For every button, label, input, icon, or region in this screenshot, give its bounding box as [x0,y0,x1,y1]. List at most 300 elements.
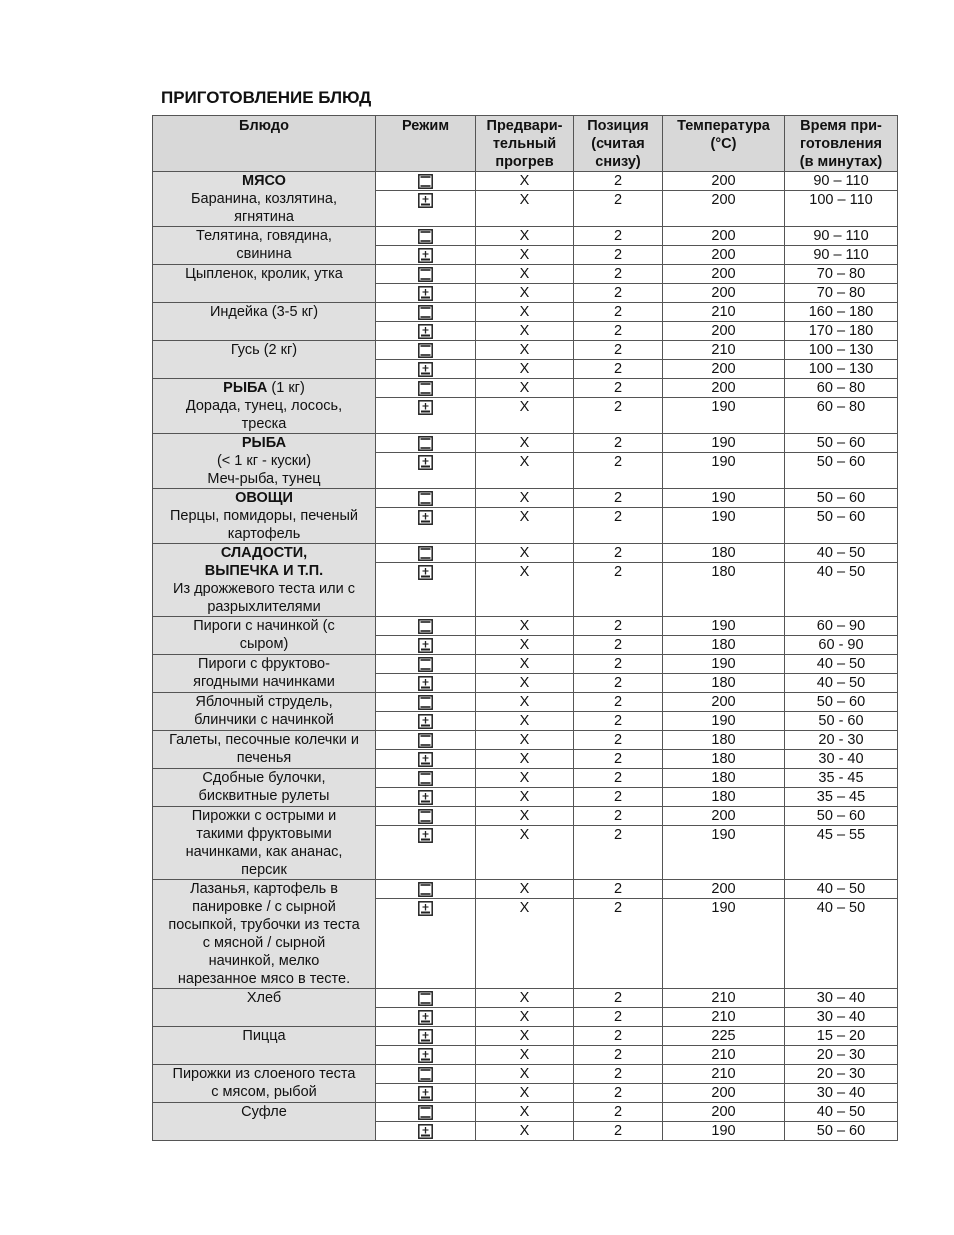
time-cell: 60 - 90 [785,636,898,655]
mode-cell [376,284,476,303]
dish-cell [153,1065,376,1103]
preheat-cell: X [476,398,574,434]
table-row [153,1027,898,1046]
dish-line [155,470,373,488]
mode-cell [376,826,476,880]
position-cell: 2 [574,246,663,265]
conventional-oven-mode-icon [418,436,433,451]
mode-cell [376,544,476,563]
dish-text: Пироги с фруктово- [198,656,330,672]
mode-cell [376,880,476,899]
time-cell: 100 – 130 [785,341,898,360]
conventional-oven-mode-icon [418,733,433,748]
mode-cell [376,322,476,341]
mode-cell [376,341,476,360]
preheat-cell: X [476,769,574,788]
fan-oven-mode-icon [418,510,433,525]
position-cell: 2 [574,1008,663,1027]
mode-cell [376,788,476,807]
fan-oven-mode-icon [418,248,433,263]
conventional-oven-mode-icon [418,343,433,358]
mode-cell [376,1008,476,1027]
preheat-cell: X [476,880,574,899]
page-title: ПРИГОТОВЛЕНИЕ БЛЮД [161,88,372,107]
preheat-cell: X [476,246,574,265]
position-cell: 2 [574,826,663,880]
dish-text: Хлеб [246,990,282,1006]
dish-line [155,825,373,843]
preheat-cell: X [476,826,574,880]
preheat-cell: X [476,750,574,769]
table-row [153,341,898,360]
temperature-cell: 200 [663,265,785,284]
dish-line [155,580,373,598]
header-line: прогрев [495,154,554,170]
conventional-oven-mode-icon [418,809,433,824]
dish-text: картофель [227,526,301,542]
temperature-cell: 190 [663,398,785,434]
fan-oven-mode-icon [418,324,433,339]
temperature-cell: 210 [663,303,785,322]
time-cell: 30 – 40 [785,1084,898,1103]
conventional-oven-mode-icon [418,491,433,506]
preheat-cell: X [476,172,574,191]
table-row [153,544,898,563]
temperature-cell: 200 [663,284,785,303]
position-cell: 2 [574,544,663,563]
position-cell: 2 [574,265,663,284]
position-cell: 2 [574,489,663,508]
mode-cell [376,453,476,489]
conventional-oven-mode-icon [418,695,433,710]
mode-cell [376,1084,476,1103]
dish-line [155,208,373,226]
mode-cell [376,636,476,655]
dish-text: ягодными начинками [193,674,335,690]
time-cell: 50 - 60 [785,712,898,731]
dish-text: Лазанья, картофель в [190,881,338,897]
temperature-cell: 190 [663,1122,785,1141]
table-row [153,227,898,246]
dish-cell [153,265,376,303]
time-cell: 100 – 130 [785,360,898,379]
preheat-cell: X [476,1065,574,1084]
temperature-cell: 190 [663,489,785,508]
conventional-oven-mode-icon [418,882,433,897]
dish-line [155,489,373,507]
preheat-cell: X [476,563,574,617]
time-cell: 90 – 110 [785,246,898,265]
conventional-oven-mode-icon [418,305,433,320]
dish-line [155,787,373,805]
header-position [574,116,663,172]
dish-text: Перцы, помидоры, печеный [170,508,358,524]
table-row [153,769,898,788]
dish-text: (< 1 кг - куски) [216,453,312,469]
dish-line [155,970,373,988]
preheat-cell: X [476,1122,574,1141]
temperature-cell: 180 [663,769,785,788]
dish-text: такими фруктовыми [196,826,332,842]
preheat-cell: X [476,544,574,563]
position-cell: 2 [574,508,663,544]
dish-text: нарезанное мясо в тесте. [177,971,351,987]
position-cell: 2 [574,1084,663,1103]
mode-cell [376,1065,476,1084]
position-cell: 2 [574,655,663,674]
preheat-cell: X [476,322,574,341]
preheat-cell: X [476,265,574,284]
dish-text: Суфле [241,1104,287,1120]
dish-line [155,172,373,190]
mode-cell [376,191,476,227]
dish-line [155,434,373,452]
temperature-cell: 200 [663,880,785,899]
position-cell: 2 [574,788,663,807]
preheat-cell: X [476,655,574,674]
table-row [153,265,898,284]
dish-line [155,861,373,879]
fan-oven-mode-icon [418,400,433,415]
dish-line [155,598,373,616]
preheat-cell: X [476,453,574,489]
dish-line [155,731,373,749]
temperature-cell: 200 [663,693,785,712]
temperature-cell: 200 [663,1103,785,1122]
table-row [153,172,898,191]
position-cell: 2 [574,341,663,360]
time-cell: 70 – 80 [785,265,898,284]
time-cell: 20 - 30 [785,731,898,750]
dish-cell [153,807,376,880]
position-cell: 2 [574,731,663,750]
preheat-cell: X [476,1046,574,1065]
dish-text: Баранина, козлятина, [191,191,337,207]
time-cell: 40 – 50 [785,880,898,899]
fan-oven-mode-icon [418,1048,433,1063]
temperature-cell: 200 [663,246,785,265]
time-cell: 30 – 40 [785,1008,898,1027]
time-cell: 35 – 45 [785,788,898,807]
mode-cell [376,655,476,674]
time-cell: 40 – 50 [785,899,898,989]
fan-oven-mode-icon [418,638,433,653]
header-line: Режим [401,118,450,134]
fan-oven-mode-icon [418,1029,433,1044]
position-cell: 2 [574,563,663,617]
dish-cell [153,731,376,769]
position-cell: 2 [574,191,663,227]
preheat-cell: X [476,508,574,544]
dish-line [155,379,373,397]
cooking-table [152,115,898,1141]
time-cell: 50 – 60 [785,489,898,508]
conventional-oven-mode-icon [418,546,433,561]
temperature-cell: 225 [663,1027,785,1046]
mode-cell [376,360,476,379]
dish-cell [153,1103,376,1141]
table-row [153,434,898,453]
temperature-cell: 190 [663,899,785,989]
table-row [153,655,898,674]
conventional-oven-mode-icon [418,771,433,786]
temperature-cell: 190 [663,453,785,489]
time-cell: 50 – 60 [785,1122,898,1141]
mode-cell [376,265,476,284]
header-line: Позиция [587,118,649,134]
table-row [153,379,898,398]
position-cell: 2 [574,880,663,899]
dish-cell [153,434,376,489]
time-cell: 40 – 50 [785,674,898,693]
preheat-cell: X [476,1027,574,1046]
position-cell: 2 [574,1027,663,1046]
conventional-oven-mode-icon [418,381,433,396]
dish-line [155,655,373,673]
position-cell: 2 [574,1122,663,1141]
dish-text-suffix: (1 кг) [267,380,305,396]
time-cell: 50 – 60 [785,434,898,453]
fan-oven-mode-icon [418,193,433,208]
dish-cell [153,341,376,379]
preheat-cell: X [476,617,574,636]
header-line: готовления [799,136,883,152]
mode-cell [376,989,476,1008]
header-line: Блюдо [239,118,289,134]
mode-cell [376,807,476,826]
conventional-oven-mode-icon [418,1067,433,1082]
time-cell: 90 – 110 [785,172,898,191]
position-cell: 2 [574,750,663,769]
temperature-cell: 210 [663,1046,785,1065]
table-row [153,489,898,508]
dish-line [155,989,373,1007]
time-cell: 40 – 50 [785,655,898,674]
position-cell: 2 [574,899,663,989]
preheat-cell: X [476,489,574,508]
temperature-cell: 200 [663,807,785,826]
mode-cell [376,693,476,712]
dish-cell [153,1027,376,1065]
time-cell: 70 – 80 [785,284,898,303]
position-cell: 2 [574,636,663,655]
dish-line [155,617,373,635]
position-cell: 2 [574,807,663,826]
dish-text: начинками, как ананас, [185,844,343,860]
dish-line [155,507,373,525]
position-cell: 2 [574,303,663,322]
temperature-cell: 180 [663,788,785,807]
temperature-cell: 200 [663,227,785,246]
temperature-cell: 210 [663,989,785,1008]
preheat-cell: X [476,712,574,731]
time-cell: 15 – 20 [785,1027,898,1046]
time-cell: 170 – 180 [785,322,898,341]
dish-text: Галеты, песочные колечки и [169,732,359,748]
dish-text: Гусь (2 кг) [230,342,298,358]
header-line: (считая [591,136,645,152]
dish-line [155,452,373,470]
mode-cell [376,899,476,989]
dish-cell [153,769,376,807]
dish-cell [153,227,376,265]
fan-oven-mode-icon [418,828,433,843]
temperature-cell: 190 [663,655,785,674]
dish-cell [153,989,376,1027]
position-cell: 2 [574,769,663,788]
table-row [153,1065,898,1084]
temperature-cell: 190 [663,826,785,880]
dish-line [155,635,373,653]
header-line: тельный [492,136,557,152]
dish-text: посыпкой, трубочки из теста [168,917,360,933]
position-cell: 2 [574,617,663,636]
time-cell: 30 - 40 [785,750,898,769]
preheat-cell: X [476,227,574,246]
header-line: Время при- [800,118,882,134]
table-row [153,880,898,899]
preheat-cell: X [476,191,574,227]
position-cell: 2 [574,1046,663,1065]
dish-text: Пицца [242,1028,286,1044]
position-cell: 2 [574,360,663,379]
dish-text: Пирожки с острыми и [191,808,337,824]
preheat-cell: X [476,807,574,826]
dish-text: РЫБА [241,435,287,451]
dish-line [155,397,373,415]
dish-text: Телятина, говядина, [196,228,332,244]
dish-line [155,525,373,543]
conventional-oven-mode-icon [418,619,433,634]
dish-text: МЯСО [242,173,286,189]
dish-cell [153,655,376,693]
temperature-cell: 200 [663,322,785,341]
temperature-cell: 200 [663,172,785,191]
fan-oven-mode-icon [418,676,433,691]
dish-line [155,190,373,208]
dish-text: блинчики с начинкой [194,712,334,728]
fan-oven-mode-icon [418,286,433,301]
conventional-oven-mode-icon [418,1105,433,1120]
preheat-cell: X [476,731,574,750]
preheat-cell: X [476,693,574,712]
dish-cell [153,617,376,655]
dish-line [155,916,373,934]
table-row [153,989,898,1008]
temperature-cell: 180 [663,674,785,693]
temperature-cell: 200 [663,191,785,227]
preheat-cell: X [476,284,574,303]
preheat-cell: X [476,379,574,398]
time-cell: 45 – 55 [785,826,898,880]
position-cell: 2 [574,1065,663,1084]
dish-line [155,693,373,711]
position-cell: 2 [574,322,663,341]
header-line: Предвари- [486,118,563,134]
dish-text: СЛАДОСТИ, [220,545,308,561]
mode-cell [376,563,476,617]
preheat-cell: X [476,899,574,989]
dish-line [155,749,373,767]
dish-cell [153,693,376,731]
fan-oven-mode-icon [418,790,433,805]
dish-line [155,843,373,861]
dish-line [155,807,373,825]
dish-text: ягнятина [234,209,294,225]
temperature-cell: 180 [663,750,785,769]
temperature-cell: 180 [663,544,785,563]
dish-line [155,880,373,898]
temperature-cell: 180 [663,636,785,655]
conventional-oven-mode-icon [418,267,433,282]
dish-text: с мясной / сырной [202,935,326,951]
preheat-cell: X [476,788,574,807]
preheat-cell: X [476,303,574,322]
time-cell: 50 – 60 [785,807,898,826]
dish-cell [153,544,376,617]
table-row [153,731,898,750]
dish-line [155,898,373,916]
header-line: (°С) [710,136,737,152]
header-dish [153,116,376,172]
dish-line [155,673,373,691]
header-line: (в минутах) [799,154,883,170]
position-cell: 2 [574,693,663,712]
position-cell: 2 [574,989,663,1008]
header-line: снизу) [595,154,641,170]
table-row [153,693,898,712]
mode-cell [376,674,476,693]
dish-text: Пироги с начинкой (с [193,618,335,634]
time-cell: 50 – 60 [785,693,898,712]
dish-text: Индейка (3-5 кг) [209,304,319,320]
position-cell: 2 [574,453,663,489]
time-cell: 40 – 50 [785,563,898,617]
dish-line [155,245,373,263]
fan-oven-mode-icon [418,455,433,470]
time-cell: 40 – 50 [785,1103,898,1122]
mode-cell [376,379,476,398]
mode-cell [376,1027,476,1046]
header-preheat [476,116,574,172]
fan-oven-mode-icon [418,1010,433,1025]
dish-text: Дорада, тунец, лосось, [185,398,343,414]
mode-cell [376,617,476,636]
temperature-cell: 200 [663,1084,785,1103]
mode-cell [376,508,476,544]
position-cell: 2 [574,712,663,731]
fan-oven-mode-icon [418,362,433,377]
dish-line [155,711,373,729]
table-row [153,807,898,826]
dish-text: печенья [236,750,292,766]
position-cell: 2 [574,1103,663,1122]
header-line: Температура [677,118,770,134]
time-cell: 20 – 30 [785,1065,898,1084]
mode-cell [376,769,476,788]
dish-line [155,1103,373,1121]
dish-text: РЫБА [223,380,268,396]
temperature-cell: 180 [663,731,785,750]
mode-cell [376,1122,476,1141]
temperature-cell: 180 [663,563,785,617]
preheat-cell: X [476,636,574,655]
dish-text: начинкой, мелко [208,953,320,969]
time-cell: 60 – 90 [785,617,898,636]
mode-cell [376,398,476,434]
table-header-row [153,116,898,172]
time-cell: 100 – 110 [785,191,898,227]
